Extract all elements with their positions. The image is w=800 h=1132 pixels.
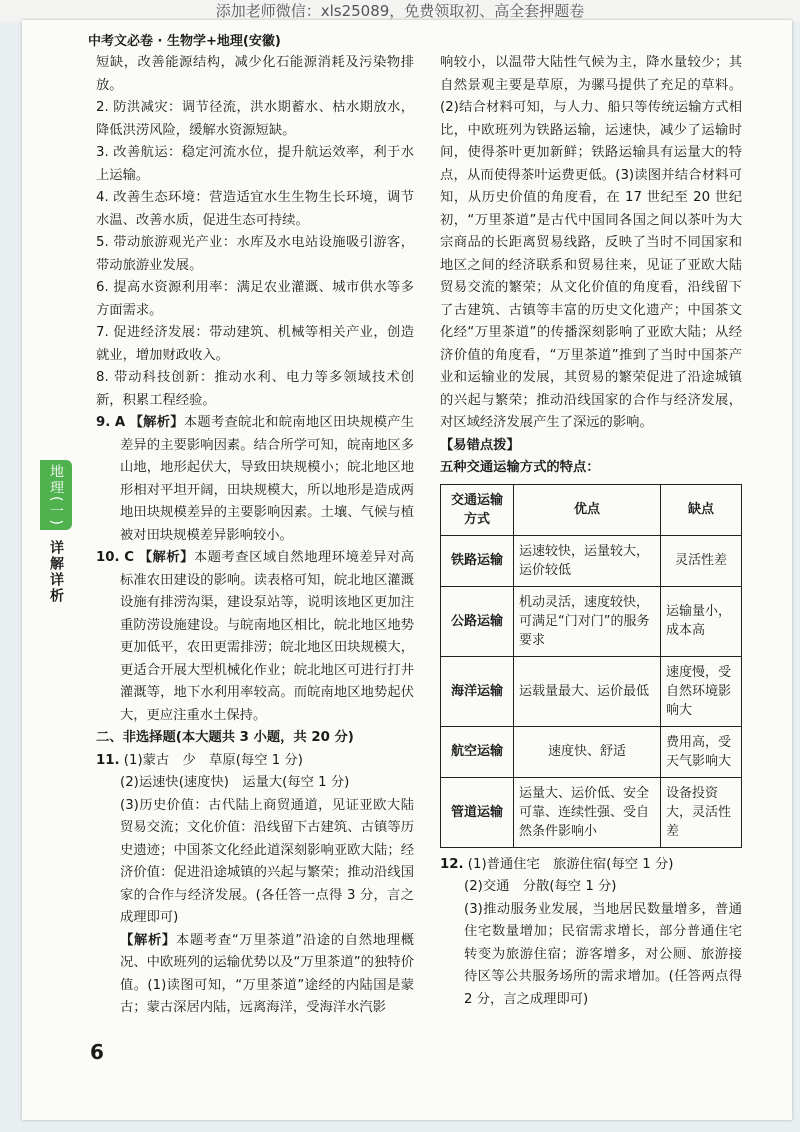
table-row [441,777,742,847]
analysis-text: 本题考查区域自然地理环境差异对高标准农田建设的影响。读表格可知，皖北地区灌溉设施有排涝沟渠，建设泵站等，说明该地区更加注重防涝设施建设。与皖南地区相比，皖北地区地势更加低平，农田更需排涝；皖北地区田块规模大，更适合开展大型机械化作业；皖北地区可进行打井灌溉等，地下水利用率较高。而皖南地区地势起伏大，更应注重水土保持。 [120,550,415,723]
table-header: 交通运输方式 [441,484,514,535]
answer-choice: A [114,415,126,430]
answer-paragraph: 短缺，改善能源结构，减少化石能源消耗及污染物排放。 [96,55,414,93]
answer-paragraph: 6. 提高水资源利用率：满足农业灌溉、城市供水等多方面需求。 [96,280,414,318]
table-cell: 公路运输 [441,586,514,656]
table-row [441,726,742,777]
question-number: 11. [96,752,120,768]
analysis-paragraph [96,930,414,1020]
side-label: 详解详析 [48,540,64,604]
right-column [440,52,742,1011]
table-cell: 运速较快，运量较大，运价较低 [514,535,661,586]
answer-paragraph: 2. 防洪减灾：调节径流，洪水期蓄水、枯水期放水，降低洪涝风险，缓解水资源短缺。 [96,100,414,138]
table-cell: 速度慢，受自然环境影响大 [661,656,742,726]
answer-part: (2)交通 分散(每空 1 分) [464,879,617,894]
answer-paragraph: 3. 改善航运：稳定河流水位，提升航运效率，利于水上运输。 [96,145,414,183]
table-cell: 机动灵活，速度较快，可满足“门对门”的服务要求 [514,586,661,656]
answer-part: (1)普通住宅 旅游住宿(每空 1 分) [467,856,674,872]
question-9 [96,412,414,547]
answer-paragraph: 4. 改善生态环境：营造适宜水生生物生长环境，调节水温、改善水质，促进生态可持续。 [96,190,414,228]
analysis-tag: 【解析】 [120,932,176,948]
table-cell: 速度快、舒适 [514,726,661,777]
table-cell: 航空运输 [441,726,514,777]
answer-part: (3)推动服务业发展，当地居民数量增多，普通住宅数量增加；民宿需求增长，部分普通住宅转变为旅游住宿；游客增多，对公厕、旅游接待区等公共服务场所的需求增加。(任答两点得 2 分，言之成理即可) [464,901,742,1007]
table-cell: 管道运输 [441,777,514,847]
analysis-tag: 【解析】 [138,550,194,565]
side-tab: 地理(一) [40,460,72,530]
question-number: 10. [96,550,120,565]
answer-paragraph: 7. 促进经济发展：带动建筑、机械等相关产业，创造就业，增加财政收入。 [96,325,414,363]
table-header-row [441,484,742,535]
table-row [441,586,742,656]
table-cell: 运输量小，成本高 [661,586,742,656]
table-cell: 运载量最大、运价最低 [514,656,661,726]
answer-paragraph: 5. 带动旅游观光产业：水库及水电站设施吸引游客，带动旅游业发展。 [96,235,414,273]
question-number: 9. [96,415,111,430]
table-cell: 灵活性差 [661,535,742,586]
analysis-text: 本题考查“万里茶道”沿途的自然地理概况、中欧班列的运输优势以及“万里茶道”的独特价值。(1)读图可知，“万里茶道”途经的内陆国是蒙古；蒙古深居内陆，远离海洋，受海洋水汽影 [120,932,415,1015]
question-11 [96,750,414,773]
question-10 [96,547,414,727]
section-title: 二、非选择题(本大题共 3 小题，共 20 分) [96,730,354,745]
watermark-banner: 添加老师微信：xls25089，免费领取初、高全套押题卷 [0,0,800,22]
transport-table [440,484,742,848]
table-header: 缺点 [661,484,742,535]
tip-tag: 【易错点拨】 [440,437,520,453]
analysis-tag: 【解析】 [129,415,184,430]
table-row [441,535,742,586]
table-header: 优点 [514,484,661,535]
table-row [441,656,742,726]
table-cell: 海洋运输 [441,656,514,726]
tip-title: 五种交通运输方式的特点： [440,460,600,475]
answer-paragraph: 8. 带动科技创新：推动水利、电力等多领域技术创新，积累工程经验。 [96,370,414,408]
running-head: 中考文必卷 · 生物学+地理(安徽) [88,34,281,49]
question-number: 12. [440,856,464,872]
analysis-continuation: 响较小，以温带大陆性气候为主，降水量较少；其自然景观主要是草原，为骡马提供了充足的草料。(2)结合材料可知，与人力、船只等传统运输方式相比，中欧班列为铁路运输，运速快，减少了运输时间，使得茶叶更加新鲜；铁路运输具有运量大的特点，从而使得茶叶运费更低。(3)读图并结合材料可知，从历史价值的角度看，在 17 世纪至 20 世纪初，“万里茶道”是古代中国同各国之间以茶叶为大宗商品的长距离贸易线路，反映了当时不同国家和地区之间的经济联系和贸易往来，见证了亚欧大陆贸易交流的繁荣；从文化价值的角度看，沿线留下了古建筑、古镇等丰富的历史文化遗产；中国茶文化经“万里茶道”的传播深刻影响了亚欧大陆；从经济价值的角度看，“万里茶道”推到了当时中国茶产业和运输业的发展，其贸易的繁荣促进了沿途城镇的兴起与繁荣；推动沿线国家的合作与经济发展，对区域经济发展产生了深远的影响。 [440,55,742,430]
answer-part: (3)历史价值：古代陆上商贸通道，见证亚欧大陆贸易交流；文化价值：沿线留下古建筑、古镇等历史遗迹；中国茶文化经此道深刻影响亚欧大陆；经济价值：促进沿途城镇的兴起与繁荣；推动沿线国家的合作与经济发展。(各任答一点得 3 分，言之成理即可) [120,797,414,925]
question-12 [440,854,742,877]
analysis-text: 本题考查皖北和皖南地区田块规模产生差异的主要影响因素。结合所学可知，皖南地区多山地，地形起伏大，导致田块规模小；皖北地区地形相对平坦开阔，田块规模大，所以地形是造成两地田块规模差异的主要影响因素。土壤、气候与植被对田块规模差异影响较小。 [120,415,415,543]
answer-part: (2)运速快(速度快) 运量大(每空 1 分) [120,775,350,790]
answer-part: (1)蒙古 少 草原(每空 1 分) [123,752,303,768]
table-cell: 设备投资大，灵活性差 [661,777,742,847]
left-column [96,52,414,1020]
page-number: 6 [90,1040,104,1064]
table-cell: 费用高，受天气影响大 [661,726,742,777]
table-cell: 运量大、运价低、安全可靠、连续性强、受自然条件影响小 [514,777,661,847]
answer-choice: C [124,550,135,565]
table-cell: 铁路运输 [441,535,514,586]
